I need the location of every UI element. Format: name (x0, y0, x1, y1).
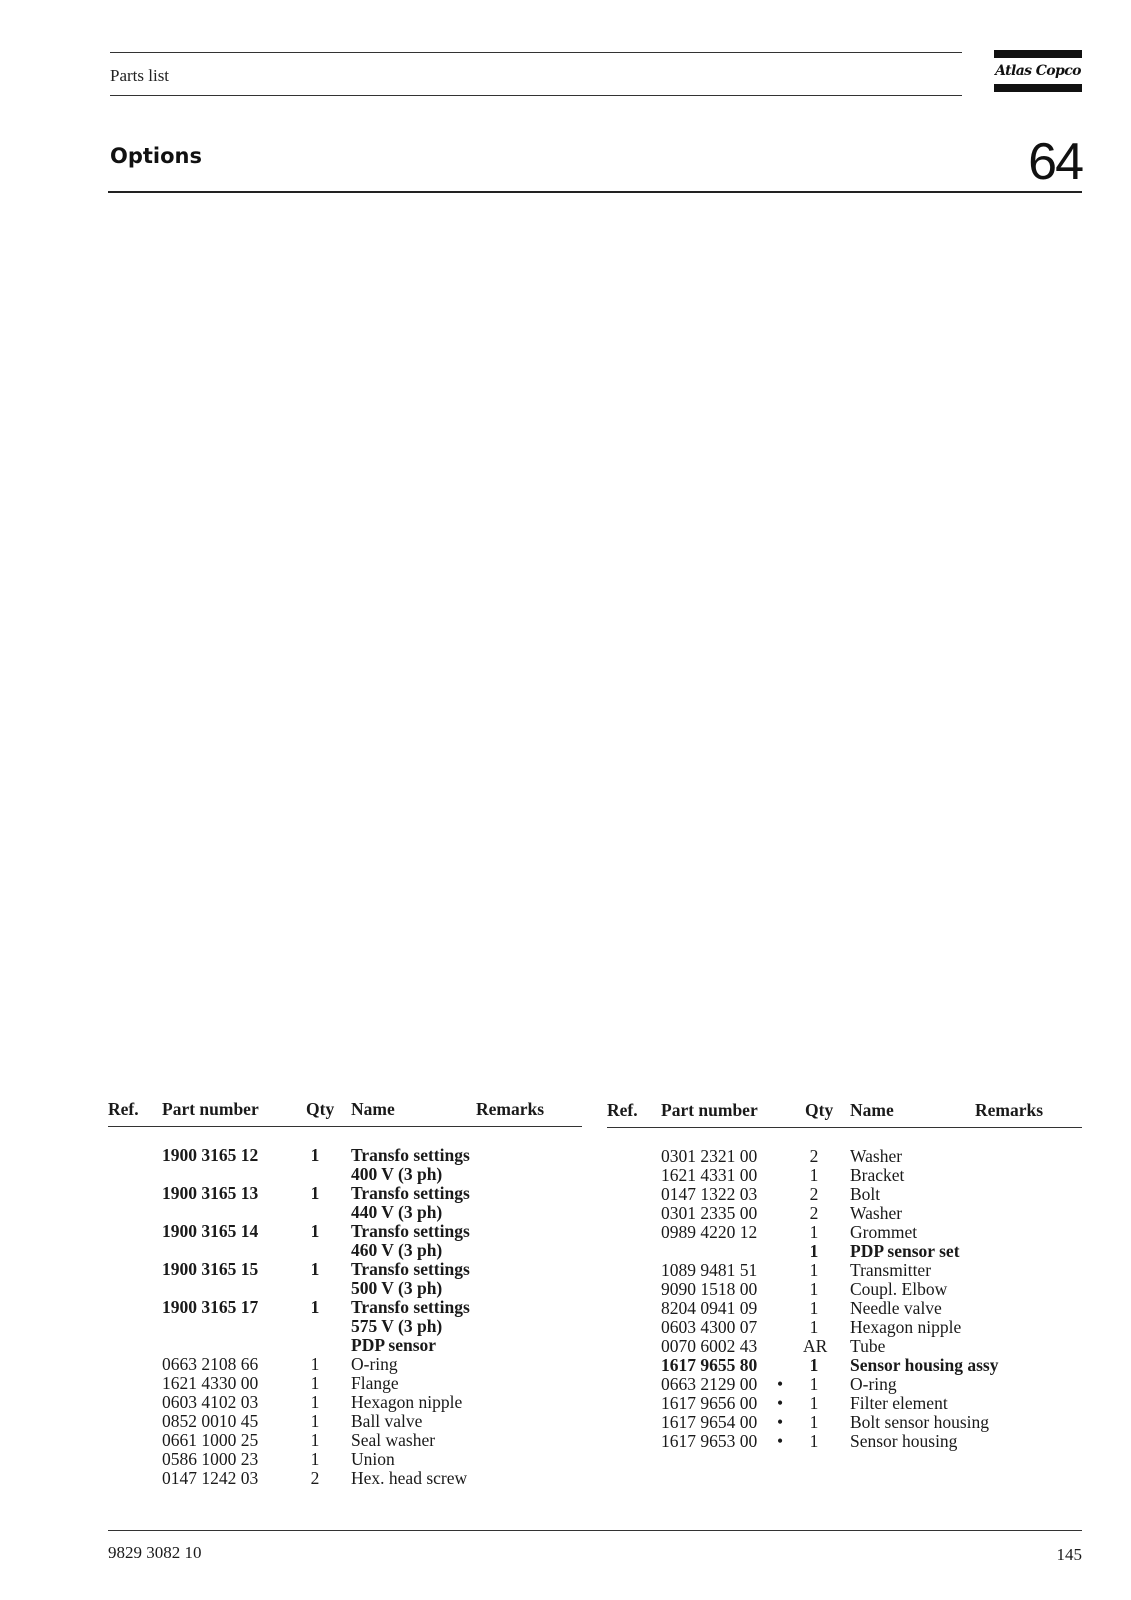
part-number-cell: 1089 9481 51 (661, 1260, 758, 1280)
table-row (108, 1450, 582, 1469)
table-row (108, 1412, 582, 1431)
part-number-cell: 9090 1518 00 (661, 1279, 758, 1299)
table-row (607, 1242, 1082, 1261)
part-name-cell: Bracket (850, 1165, 905, 1185)
part-number-cell: 0852 0010 45 (162, 1411, 259, 1431)
section-rule (108, 191, 1082, 193)
part-number-cell: 0070 6002 43 (661, 1336, 758, 1356)
part-number-cell: 0586 1000 23 (162, 1449, 259, 1469)
table-row (108, 1469, 582, 1488)
qty-cell: 1 (809, 1374, 819, 1394)
col-header-ref: Ref. (108, 1099, 139, 1119)
qty-cell: 1 (809, 1317, 819, 1337)
part-number-cell: 1900 3165 17 (162, 1297, 259, 1317)
logo-wordmark: Atlas Copco (995, 63, 1081, 79)
table-row (108, 1393, 582, 1412)
qty-cell: 1 (809, 1393, 819, 1413)
part-name-cell: Transfo settings (351, 1145, 470, 1165)
part-number-cell: 0663 2108 66 (162, 1354, 259, 1374)
part-name-cell: O-ring (351, 1354, 398, 1374)
part-name-cell: 500 V (3 ph) (351, 1278, 443, 1298)
part-number-cell: 1900 3165 12 (162, 1145, 259, 1165)
table-row (108, 1317, 582, 1336)
table-row (607, 1394, 1082, 1413)
qty-cell: 1 (809, 1222, 819, 1242)
table-row (108, 1260, 582, 1279)
part-name-cell: Transfo settings (351, 1183, 470, 1203)
part-name-cell: 460 V (3 ph) (351, 1240, 443, 1260)
part-number-cell: 1617 9656 00 (661, 1393, 758, 1413)
qty-cell: 1 (310, 1221, 320, 1241)
table-row (108, 1431, 582, 1450)
table-row (607, 1318, 1082, 1337)
part-name-cell: Hexagon nipple (351, 1392, 463, 1412)
footer-rule (108, 1530, 1082, 1531)
part-name-cell: Grommet (850, 1222, 918, 1242)
table-row (108, 1336, 582, 1355)
table-row (108, 1298, 582, 1317)
table-row (607, 1280, 1082, 1299)
part-number-cell: 0301 2335 00 (661, 1203, 758, 1223)
col-header-remarks: Remarks (476, 1099, 545, 1119)
part-number-cell: 0989 4220 12 (661, 1222, 758, 1242)
part-name-cell: Filter element (850, 1393, 948, 1413)
table-row (108, 1355, 582, 1374)
subassembly-bullet: • (777, 1393, 784, 1413)
part-name-cell: Tube (850, 1336, 886, 1356)
part-name-cell: Transfo settings (351, 1259, 470, 1279)
part-name-cell: Seal washer (351, 1430, 436, 1450)
table-row (108, 1146, 582, 1165)
part-name-cell: Transmitter (850, 1260, 932, 1280)
qty-cell: 1 (310, 1354, 320, 1374)
part-number-cell: 1900 3165 14 (162, 1221, 259, 1241)
col-header-ref: Ref. (607, 1100, 638, 1120)
table-header-rule (108, 1126, 582, 1127)
header-label: Parts list (110, 66, 170, 85)
table-row (108, 1241, 582, 1260)
qty-cell: 1 (310, 1183, 320, 1203)
table-row (607, 1166, 1082, 1185)
section-title: Options (110, 144, 202, 168)
col-header-part-number: Part number (162, 1099, 259, 1119)
table-row (607, 1147, 1082, 1166)
part-number-cell: 0603 4102 03 (162, 1392, 259, 1412)
qty-cell: 2 (310, 1468, 320, 1488)
qty-cell: 1 (310, 1373, 320, 1393)
atlas-copco-logo (994, 50, 1082, 94)
table-row (607, 1223, 1082, 1242)
part-number-cell: 1621 4331 00 (661, 1165, 758, 1185)
qty-cell: 1 (809, 1279, 819, 1299)
part-number-cell: 0661 1000 25 (162, 1430, 259, 1450)
page-number: 145 (1056, 1545, 1082, 1564)
parts-table-right (607, 1101, 1082, 1481)
part-number-cell: 0301 2321 00 (661, 1146, 758, 1166)
part-number-cell: 1900 3165 13 (162, 1183, 259, 1203)
qty-cell: AR (803, 1336, 828, 1356)
section-number: 64 (1028, 133, 1082, 191)
qty-cell: 1 (809, 1298, 819, 1318)
table-row (607, 1185, 1082, 1204)
qty-cell: 1 (310, 1259, 320, 1279)
part-name-cell: PDP sensor set (850, 1241, 960, 1261)
table-row (108, 1374, 582, 1393)
part-number-cell: 0147 1322 03 (661, 1184, 758, 1204)
part-name-cell: Ball valve (351, 1411, 423, 1431)
part-number-cell: 0663 2129 00 (661, 1374, 758, 1394)
table-row (108, 1184, 582, 1203)
subassembly-bullet: • (777, 1412, 784, 1432)
table-row (108, 1279, 582, 1298)
qty-cell: 2 (809, 1184, 819, 1204)
part-name-cell: O-ring (850, 1374, 897, 1394)
parts-table-left (108, 1099, 582, 1488)
subassembly-bullet: • (777, 1431, 784, 1451)
table-row (607, 1204, 1082, 1223)
table-row (108, 1203, 582, 1222)
part-number-cell: 1621 4330 00 (162, 1373, 259, 1393)
qty-cell: 1 (809, 1412, 819, 1432)
part-name-cell: Washer (850, 1203, 903, 1223)
part-name-cell: PDP sensor (351, 1335, 437, 1355)
part-number-cell: 1617 9653 00 (661, 1431, 758, 1451)
header-top-rule (110, 52, 962, 53)
part-name-cell: Union (351, 1449, 395, 1469)
qty-cell: 1 (809, 1165, 819, 1185)
table-row (607, 1432, 1082, 1451)
part-name-cell: Bolt (850, 1184, 881, 1204)
col-header-remarks: Remarks (975, 1100, 1044, 1120)
qty-cell: 1 (310, 1297, 320, 1317)
col-header-name: Name (351, 1099, 395, 1119)
subassembly-bullet: • (777, 1374, 784, 1394)
part-number-cell: 0603 4300 07 (661, 1317, 758, 1337)
part-number-cell: 1900 3165 15 (162, 1259, 259, 1279)
part-number-cell: 8204 0941 09 (661, 1298, 758, 1318)
table-row (607, 1261, 1082, 1280)
header-bottom-rule (110, 95, 962, 96)
table-header-rule (607, 1127, 1082, 1128)
part-name-cell: Hex. head screw (351, 1468, 468, 1488)
qty-cell: 1 (809, 1241, 819, 1261)
qty-cell: 1 (809, 1355, 819, 1375)
qty-cell: 1 (310, 1411, 320, 1431)
table-row (108, 1165, 582, 1184)
table-row (607, 1413, 1082, 1432)
part-name-cell: Sensor housing assy (850, 1355, 999, 1375)
part-name-cell: Needle valve (850, 1298, 942, 1318)
part-name-cell: 440 V (3 ph) (351, 1202, 443, 1222)
qty-cell: 1 (809, 1260, 819, 1280)
part-name-cell: 575 V (3 ph) (351, 1316, 443, 1336)
part-number-cell: 1617 9655 80 (661, 1355, 758, 1375)
qty-cell: 2 (809, 1146, 819, 1166)
part-number-cell: 1617 9654 00 (661, 1412, 758, 1432)
qty-cell: 1 (310, 1430, 320, 1450)
qty-cell: 1 (310, 1449, 320, 1469)
col-header-name: Name (850, 1100, 894, 1120)
part-name-cell: Sensor housing (850, 1431, 958, 1451)
col-header-qty: Qty (805, 1100, 834, 1120)
table-row (108, 1222, 582, 1241)
qty-cell: 1 (310, 1145, 320, 1165)
part-name-cell: Transfo settings (351, 1221, 470, 1241)
qty-cell: 1 (310, 1392, 320, 1412)
part-name-cell: Coupl. Elbow (850, 1279, 948, 1299)
part-name-cell: Flange (351, 1373, 399, 1393)
table-row (607, 1375, 1082, 1394)
col-header-part-number: Part number (661, 1100, 758, 1120)
qty-cell: 2 (809, 1203, 819, 1223)
part-name-cell: Bolt sensor housing (850, 1412, 990, 1432)
part-name-cell: Transfo settings (351, 1297, 470, 1317)
part-name-cell: 400 V (3 ph) (351, 1164, 443, 1184)
table-row (607, 1356, 1082, 1375)
document-number: 9829 3082 10 (108, 1543, 202, 1562)
part-name-cell: Hexagon nipple (850, 1317, 962, 1337)
table-row (607, 1299, 1082, 1318)
table-row (607, 1337, 1082, 1356)
col-header-qty: Qty (306, 1099, 335, 1119)
part-name-cell: Washer (850, 1146, 903, 1166)
part-number-cell: 0147 1242 03 (162, 1468, 259, 1488)
qty-cell: 1 (809, 1431, 819, 1451)
